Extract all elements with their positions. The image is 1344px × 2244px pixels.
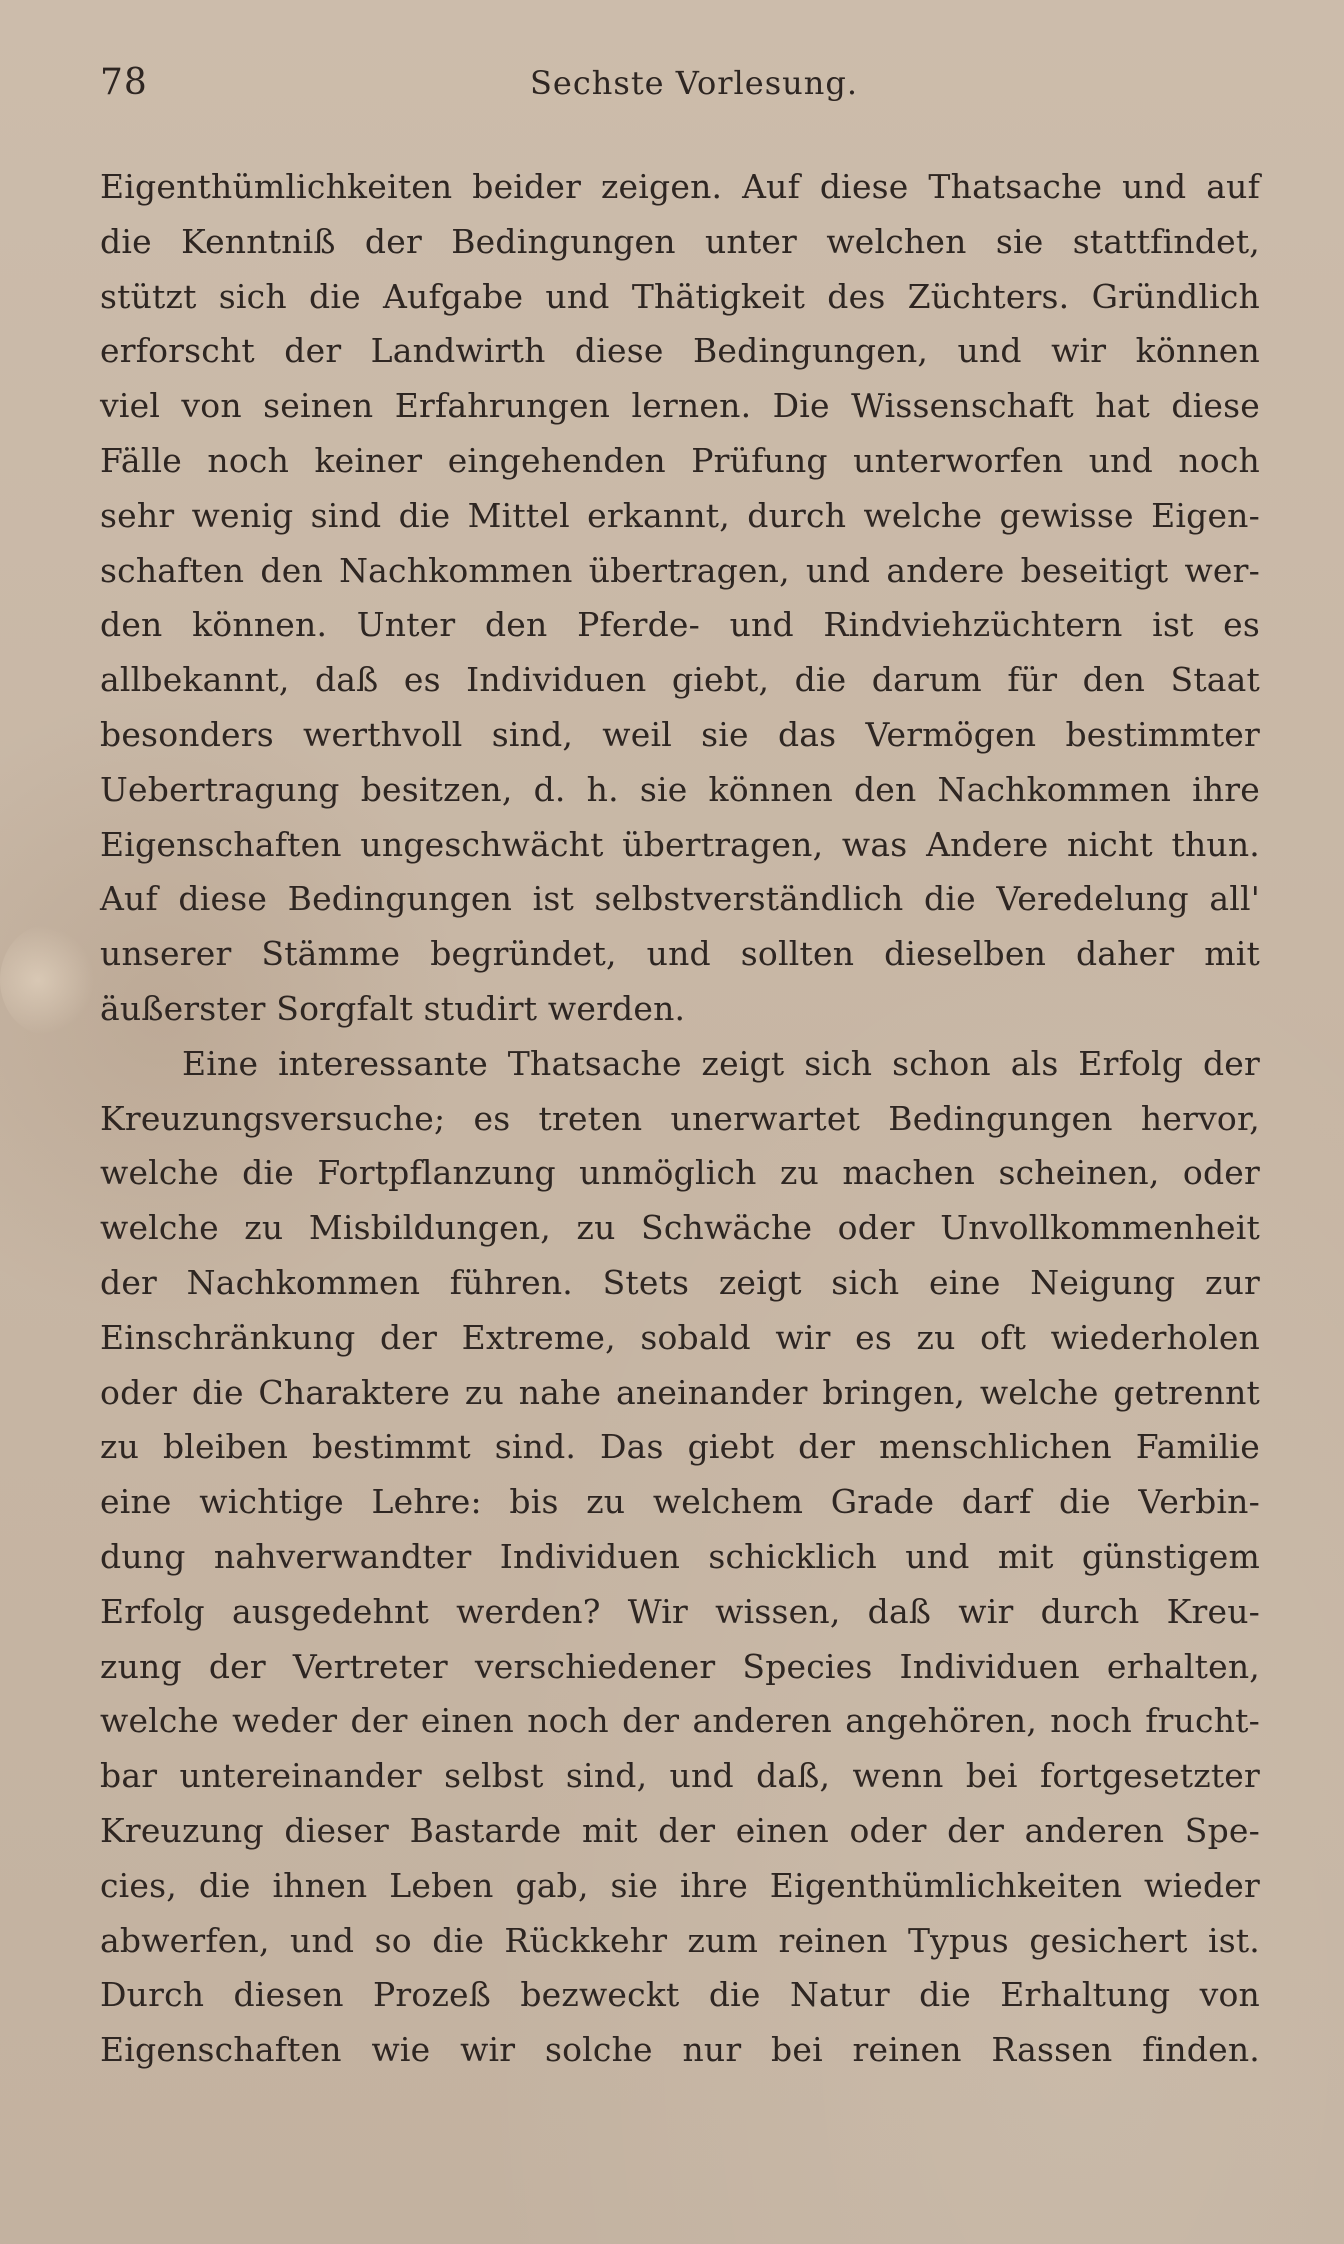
paragraph-start-line: Eine interessante Thatsache zeigt sich schon als Erfolg der bbox=[182, 1043, 1260, 1083]
text-line: stützt sich die Aufgabe und Thätigkeit des Züchters. Gründlich bbox=[100, 276, 1260, 316]
text-line: die Kenntniß der Bedingungen unter welchen sie stattfindet, bbox=[100, 221, 1260, 261]
text-line: abwerfen, und so die Rückkehr zum reinen Typus gesichert ist. bbox=[100, 1920, 1260, 1960]
text-line: Eigenthümlichkeiten beider zeigen. Auf diese Thatsache und auf bbox=[100, 167, 1260, 206]
text-line: welche zu Misbildungen, zu Schwäche oder Unvollkommenheit bbox=[100, 1208, 1260, 1248]
text-line: zu bleiben bestimmt sind. Das giebt der menschlichen Familie bbox=[100, 1427, 1260, 1467]
paragraph-end-line: äußerster Sorgfalt studirt werden. bbox=[100, 988, 686, 1028]
page-header bbox=[100, 62, 1260, 112]
text-line: Durch diesen Prozeß bezweckt die Natur die Erhaltung von bbox=[100, 1975, 1260, 2015]
text-line: erforscht der Landwirth diese Bedingungen, und wir können bbox=[100, 331, 1260, 371]
text-line: der Nachkommen führen. Stets zeigt sich eine Neigung zur bbox=[100, 1262, 1260, 1302]
text-line: Eigenschaften ungeschwächt übertragen, was Andere nicht thun. bbox=[100, 824, 1260, 864]
text-line: welche die Fortpflanzung unmöglich zu machen scheinen, oder bbox=[100, 1153, 1260, 1193]
text-line: Einschränkung der Extreme, sobald wir es zu oft wiederholen bbox=[100, 1317, 1260, 1357]
text-line: Fälle noch keiner eingehenden Prüfung unterworfen und noch bbox=[100, 440, 1260, 480]
text-line: viel von seinen Erfahrungen lernen. Die Wissenschaft hat diese bbox=[100, 386, 1260, 426]
text-line: Eigenschaften wie wir solche nur bei reinen Rassen finden. bbox=[100, 2030, 1260, 2070]
text-line: den können. Unter den Pferde- und Rindviehzüchtern ist es bbox=[100, 605, 1260, 645]
body-text bbox=[100, 160, 1260, 2078]
text-line: Uebertragung besitzen, d. h. sie können den Nachkommen ihre bbox=[100, 769, 1260, 809]
running-head: Sechste Vorlesung. bbox=[530, 64, 858, 102]
text-line: zung der Vertreter verschiedener Species Individuen erhalten, bbox=[100, 1646, 1260, 1686]
text-line: oder die Charaktere zu nahe aneinander bringen, welche getrennt bbox=[100, 1372, 1260, 1412]
text-line: sehr wenig sind die Mittel erkannt, durch welche gewisse Eigen- bbox=[100, 495, 1260, 535]
text-line: Auf diese Bedingungen ist selbstverständlich die Veredelung all' bbox=[100, 879, 1260, 919]
text-line: eine wichtige Lehre: bis zu welchem Grade darf die Verbin- bbox=[100, 1482, 1260, 1522]
text-line: unserer Stämme begründet, und sollten dieselben daher mit bbox=[100, 934, 1260, 974]
text-line: besonders werthvoll sind, weil sie das Vermögen bestimmter bbox=[100, 714, 1260, 754]
text-line: bar untereinander selbst sind, und daß, wenn bei fortgesetzter bbox=[100, 1756, 1260, 1796]
text-line: cies, die ihnen Leben gab, sie ihre Eigenthümlichkeiten wieder bbox=[100, 1865, 1260, 1905]
page-number: 78 bbox=[100, 62, 148, 103]
text-line: dung nahverwandter Individuen schicklich und mit günstigem bbox=[100, 1536, 1260, 1576]
text-line: Erfolg ausgedehnt werden? Wir wissen, daß wir durch Kreu- bbox=[100, 1591, 1260, 1631]
text-line: Kreuzung dieser Bastarde mit der einen oder der anderen Spe- bbox=[100, 1810, 1260, 1850]
text-line: allbekannt, daß es Individuen giebt, die darum für den Staat bbox=[100, 660, 1260, 700]
paper-stain bbox=[0, 925, 95, 1035]
text-line: welche weder der einen noch der anderen angehören, noch frucht- bbox=[100, 1701, 1260, 1741]
text-line: schaften den Nachkommen übertragen, und andere beseitigt wer- bbox=[100, 550, 1260, 590]
text-line: Kreuzungsversuche; es treten unerwartet Bedingungen hervor, bbox=[100, 1098, 1260, 1138]
